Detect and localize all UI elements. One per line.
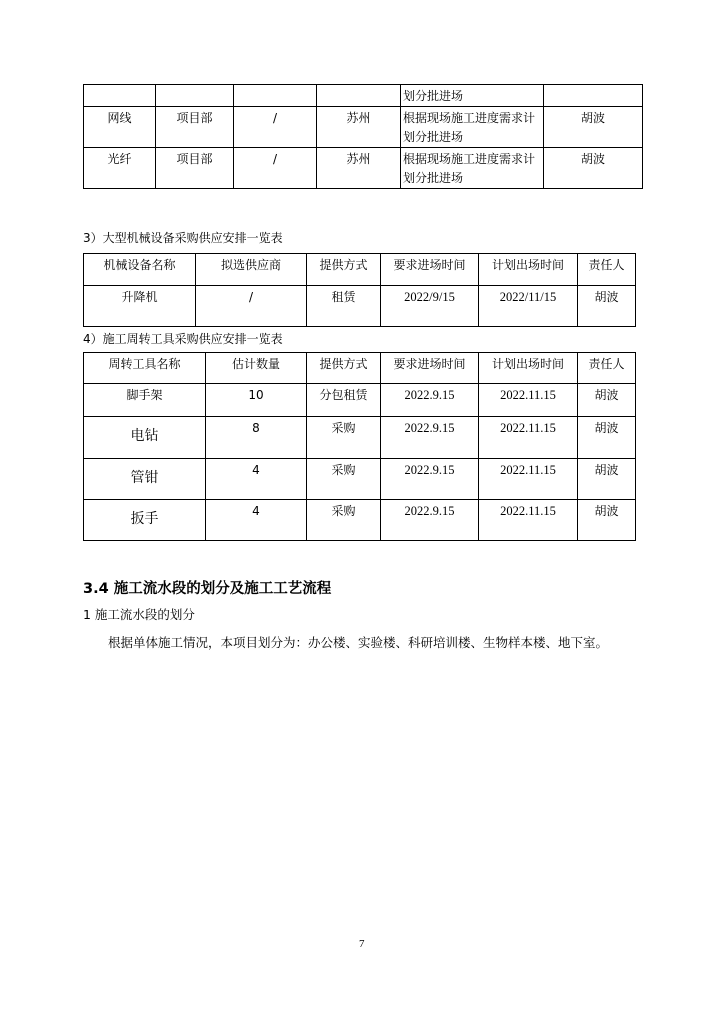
table-row: [84, 148, 643, 189]
page-number: 7: [359, 938, 365, 950]
table-cell: 4: [206, 459, 307, 500]
table-cell: 胡波: [578, 500, 636, 541]
table-cell: 管钳: [84, 459, 206, 500]
table-header-row: [84, 353, 636, 384]
table-cell: 分包租赁: [307, 384, 381, 417]
table-cell: 项目部: [156, 107, 234, 148]
table-cell: /: [196, 286, 307, 327]
table-cell: /: [234, 148, 317, 189]
table-cell: 根据现场施工进度需求计划分批进场: [401, 107, 544, 148]
table-cell: 脚手架: [84, 384, 206, 417]
table-row: [84, 500, 636, 541]
table-row: [84, 384, 636, 417]
network-supply-table: [83, 84, 643, 189]
table-row: [84, 85, 643, 107]
table-cell: [544, 85, 643, 107]
table-cell: 租赁: [307, 286, 381, 327]
tools-table-title: 4）施工周转工具采购供应安排一览表: [83, 332, 283, 346]
table-header-cell: 要求进场时间: [381, 254, 479, 286]
table-cell: 胡波: [544, 148, 643, 189]
table-cell: [234, 85, 317, 107]
table-cell: 采购: [307, 500, 381, 541]
table-header-cell: 提供方式: [307, 353, 381, 384]
table-cell: 2022.11.15: [479, 459, 578, 500]
subheading: 1 施工流水段的划分: [83, 607, 195, 622]
table-cell: 胡波: [578, 459, 636, 500]
table-cell: 苏州: [317, 107, 401, 148]
table-header-cell: 估计数量: [206, 353, 307, 384]
table-row: [84, 417, 636, 459]
table-cell: 2022.9.15: [381, 417, 479, 459]
table-header-cell: 计划出场时间: [479, 254, 578, 286]
table-cell: 苏州: [317, 148, 401, 189]
table-cell: 胡波: [578, 417, 636, 459]
table-cell: 电钻: [84, 417, 206, 459]
table-cell: 升降机: [84, 286, 196, 327]
table-cell: 胡波: [578, 286, 636, 327]
table-header-cell: 提供方式: [307, 254, 381, 286]
table-header-cell: 机械设备名称: [84, 254, 196, 286]
table-header-row: [84, 254, 636, 286]
table-cell: 采购: [307, 459, 381, 500]
table-cell: 网线: [84, 107, 156, 148]
table-header-cell: 周转工具名称: [84, 353, 206, 384]
table-row: [84, 107, 643, 148]
table-cell: 采购: [307, 417, 381, 459]
section-heading: 3.4 施工流水段的划分及施工工艺流程: [83, 581, 332, 597]
table-cell: 胡波: [544, 107, 643, 148]
table-cell: 4: [206, 500, 307, 541]
table-cell: 10: [206, 384, 307, 417]
table-row: [84, 286, 636, 327]
table-cell: /: [234, 107, 317, 148]
tools-supply-table: [83, 352, 636, 541]
table-cell: 8: [206, 417, 307, 459]
table-cell: 2022/9/15: [381, 286, 479, 327]
table-cell: 胡波: [578, 384, 636, 417]
table-cell: 2022.9.15: [381, 500, 479, 541]
table-cell: 光纤: [84, 148, 156, 189]
table-cell: [317, 85, 401, 107]
table-cell: 根据现场施工进度需求计划分批进场: [401, 148, 544, 189]
machinery-table-title: 3）大型机械设备采购供应安排一览表: [83, 231, 283, 245]
machinery-supply-table: [83, 253, 636, 327]
table-header-cell: 拟选供应商: [196, 254, 307, 286]
table-cell: 2022.11.15: [479, 417, 578, 459]
table-header-cell: 责任人: [578, 254, 636, 286]
table-cell: 2022.11.15: [479, 384, 578, 417]
table-cell: 项目部: [156, 148, 234, 189]
table-cell: [156, 85, 234, 107]
table-header-cell: 要求进场时间: [381, 353, 479, 384]
table-header-cell: 计划出场时间: [479, 353, 578, 384]
table-cell: 2022.9.15: [381, 384, 479, 417]
table-cell: 2022.9.15: [381, 459, 479, 500]
table-cell: 2022.11.15: [479, 500, 578, 541]
table-row: [84, 459, 636, 500]
table-header-cell: 责任人: [578, 353, 636, 384]
table-cell: 2022/11/15: [479, 286, 578, 327]
table-cell: 划分批进场: [401, 85, 544, 107]
table-cell: [84, 85, 156, 107]
paragraph: 根据单体施工情况，本项目划分为：办公楼、实验楼、科研培训楼、生物样本楼、地下室。: [108, 635, 609, 650]
table-cell: 扳手: [84, 500, 206, 541]
